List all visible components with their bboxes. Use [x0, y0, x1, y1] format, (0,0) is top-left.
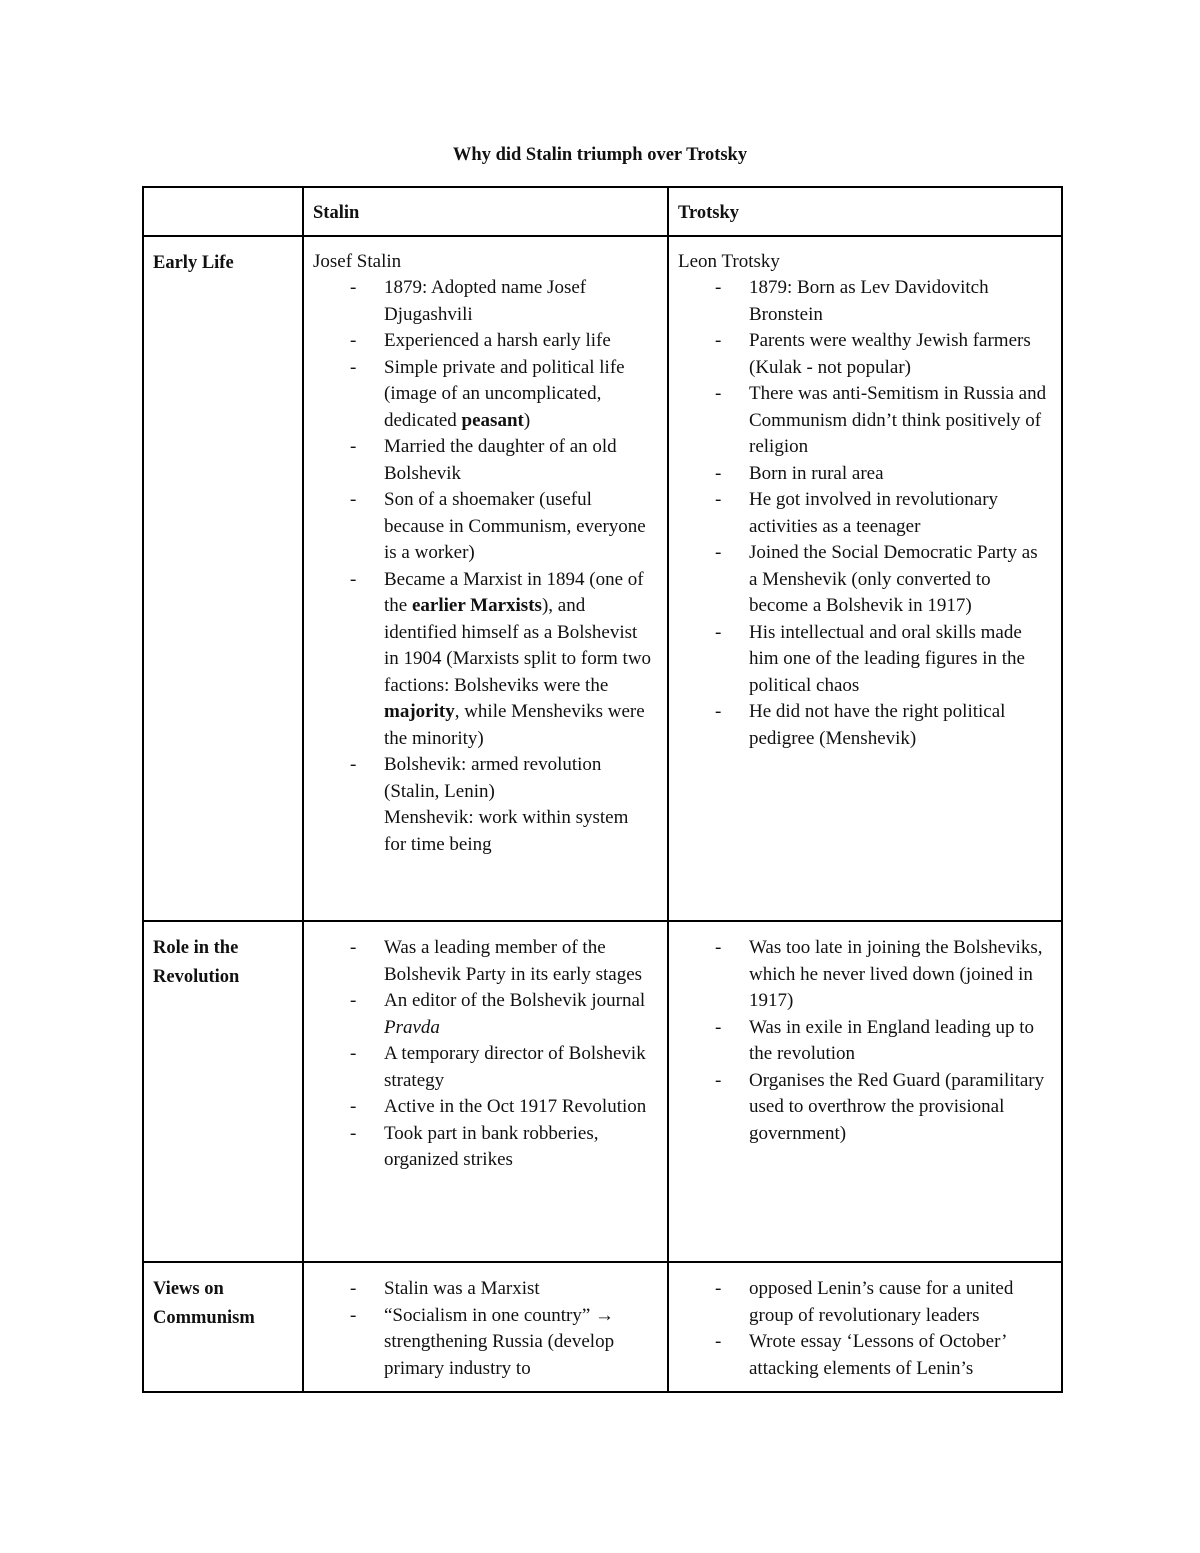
list-item: - Stalin was a Marxist: [313, 1276, 655, 1303]
table-row: [143, 236, 1062, 921]
table-row: [143, 921, 1062, 1262]
list-item: - Organises the Red Guard (paramilitary used to overthrow the provisional government): [678, 1068, 1049, 1148]
list-item: - opposed Lenin’s cause for a united group of revolutionary leaders: [678, 1276, 1049, 1329]
document-title: Why did Stalin triumph over Trotsky: [452, 145, 748, 165]
list-item: - Was a leading member of the Bolshevik Party in its early stages: [313, 935, 655, 988]
trotsky-early-life-cell: [668, 236, 1062, 921]
list-item: - Became a Marxist in 1894 (one of the earlier Marxists), and identified himself as a Bolshevist in 1904 (Marxists split to form two factions: Bolsheviks were the majority, while Mensheviks were the minority): [313, 567, 655, 753]
list-item: - His intellectual and oral skills made him one of the leading figures in the political chaos: [678, 620, 1049, 700]
stalin-name: Josef Stalin: [313, 251, 402, 272]
row-label-views-on-communism: Views on Communism: [153, 1279, 255, 1328]
emphasis-pravda: Pravda: [384, 1016, 440, 1038]
list-item: - Simple private and political life (image of an uncomplicated, dedicated peasant): [313, 355, 655, 435]
list-item: - Was in exile in England leading up to the revolution: [678, 1015, 1049, 1068]
row-label-cell: [143, 236, 303, 921]
list-item: - Son of a shoemaker (useful because in Communism, everyone is a worker): [313, 487, 655, 567]
trotsky-name: Leon Trotsky: [678, 251, 780, 272]
list-item: - Born in rural area: [678, 461, 1049, 488]
list-item: - Parents were wealthy Jewish farmers (Kulak - not popular): [678, 328, 1049, 381]
table-row: [143, 1262, 1062, 1392]
comparison-table: [142, 186, 1063, 1393]
list-item: - A temporary director of Bolshevik strategy: [313, 1041, 655, 1094]
header-cell-stalin: [303, 187, 668, 236]
header-stalin: Stalin: [313, 203, 360, 223]
list-item: - 1879: Born as Lev Davidovitch Bronstein: [678, 275, 1049, 328]
emphasis-majority: majority: [384, 701, 455, 722]
list-item: Menshevik: work within system for time being: [384, 807, 629, 855]
list-item: - Experienced a harsh early life: [313, 328, 655, 355]
trotsky-role-cell: [668, 921, 1062, 1262]
stalin-views-cell: [303, 1262, 668, 1392]
emphasis-peasant: peasant: [461, 409, 524, 431]
list-item: - Took part in bank robberies, organized strikes: [313, 1121, 655, 1174]
list-item: - He did not have the right political pedigree (Menshevik): [678, 699, 1049, 752]
list-item: - An editor of the Bolshevik journal Pravda: [313, 988, 655, 1041]
row-label-early-life: Early Life: [153, 253, 234, 273]
list-item: - Wrote essay ‘Lessons of October’ attacking elements of Lenin’s: [678, 1329, 1049, 1382]
stalin-early-life-cell: [303, 236, 668, 921]
header-cell-empty: [143, 187, 303, 236]
table-header-row: [143, 187, 1062, 236]
list-item: - Joined the Social Democratic Party as a Menshevik (only converted to become a Bolshevik in 1917): [678, 540, 1049, 620]
list-item: - There was anti-Semitism in Russia and Communism didn’t think positively of religion: [678, 381, 1049, 461]
list-item: - Active in the Oct 1917 Revolution: [313, 1094, 655, 1121]
trotsky-views-cell: [668, 1262, 1062, 1392]
list-item: - “Socialism in one country” → strengthening Russia (develop primary industry to: [313, 1303, 655, 1383]
list-item: - Was too late in joining the Bolsheviks, which he never lived down (joined in 1917): [678, 935, 1049, 1015]
list-item: - Bolshevik: armed revolution (Stalin, Lenin): [313, 752, 655, 805]
header-trotsky: Trotsky: [678, 203, 739, 223]
list-item: - He got involved in revolutionary activities as a teenager: [678, 487, 1049, 540]
list-item: - Married the daughter of an old Bolshevik: [313, 434, 655, 487]
emphasis-earlier-marxists: earlier Marxists: [411, 595, 542, 616]
row-label-cell: [143, 1262, 303, 1392]
list-item: - 1879: Adopted name Josef Djugashvili: [313, 275, 655, 328]
row-label-cell: [143, 921, 303, 1262]
row-label-role-in-revolution: Role in the Revolution: [153, 938, 240, 987]
header-cell-trotsky: [668, 187, 1062, 236]
stalin-role-cell: [303, 921, 668, 1262]
